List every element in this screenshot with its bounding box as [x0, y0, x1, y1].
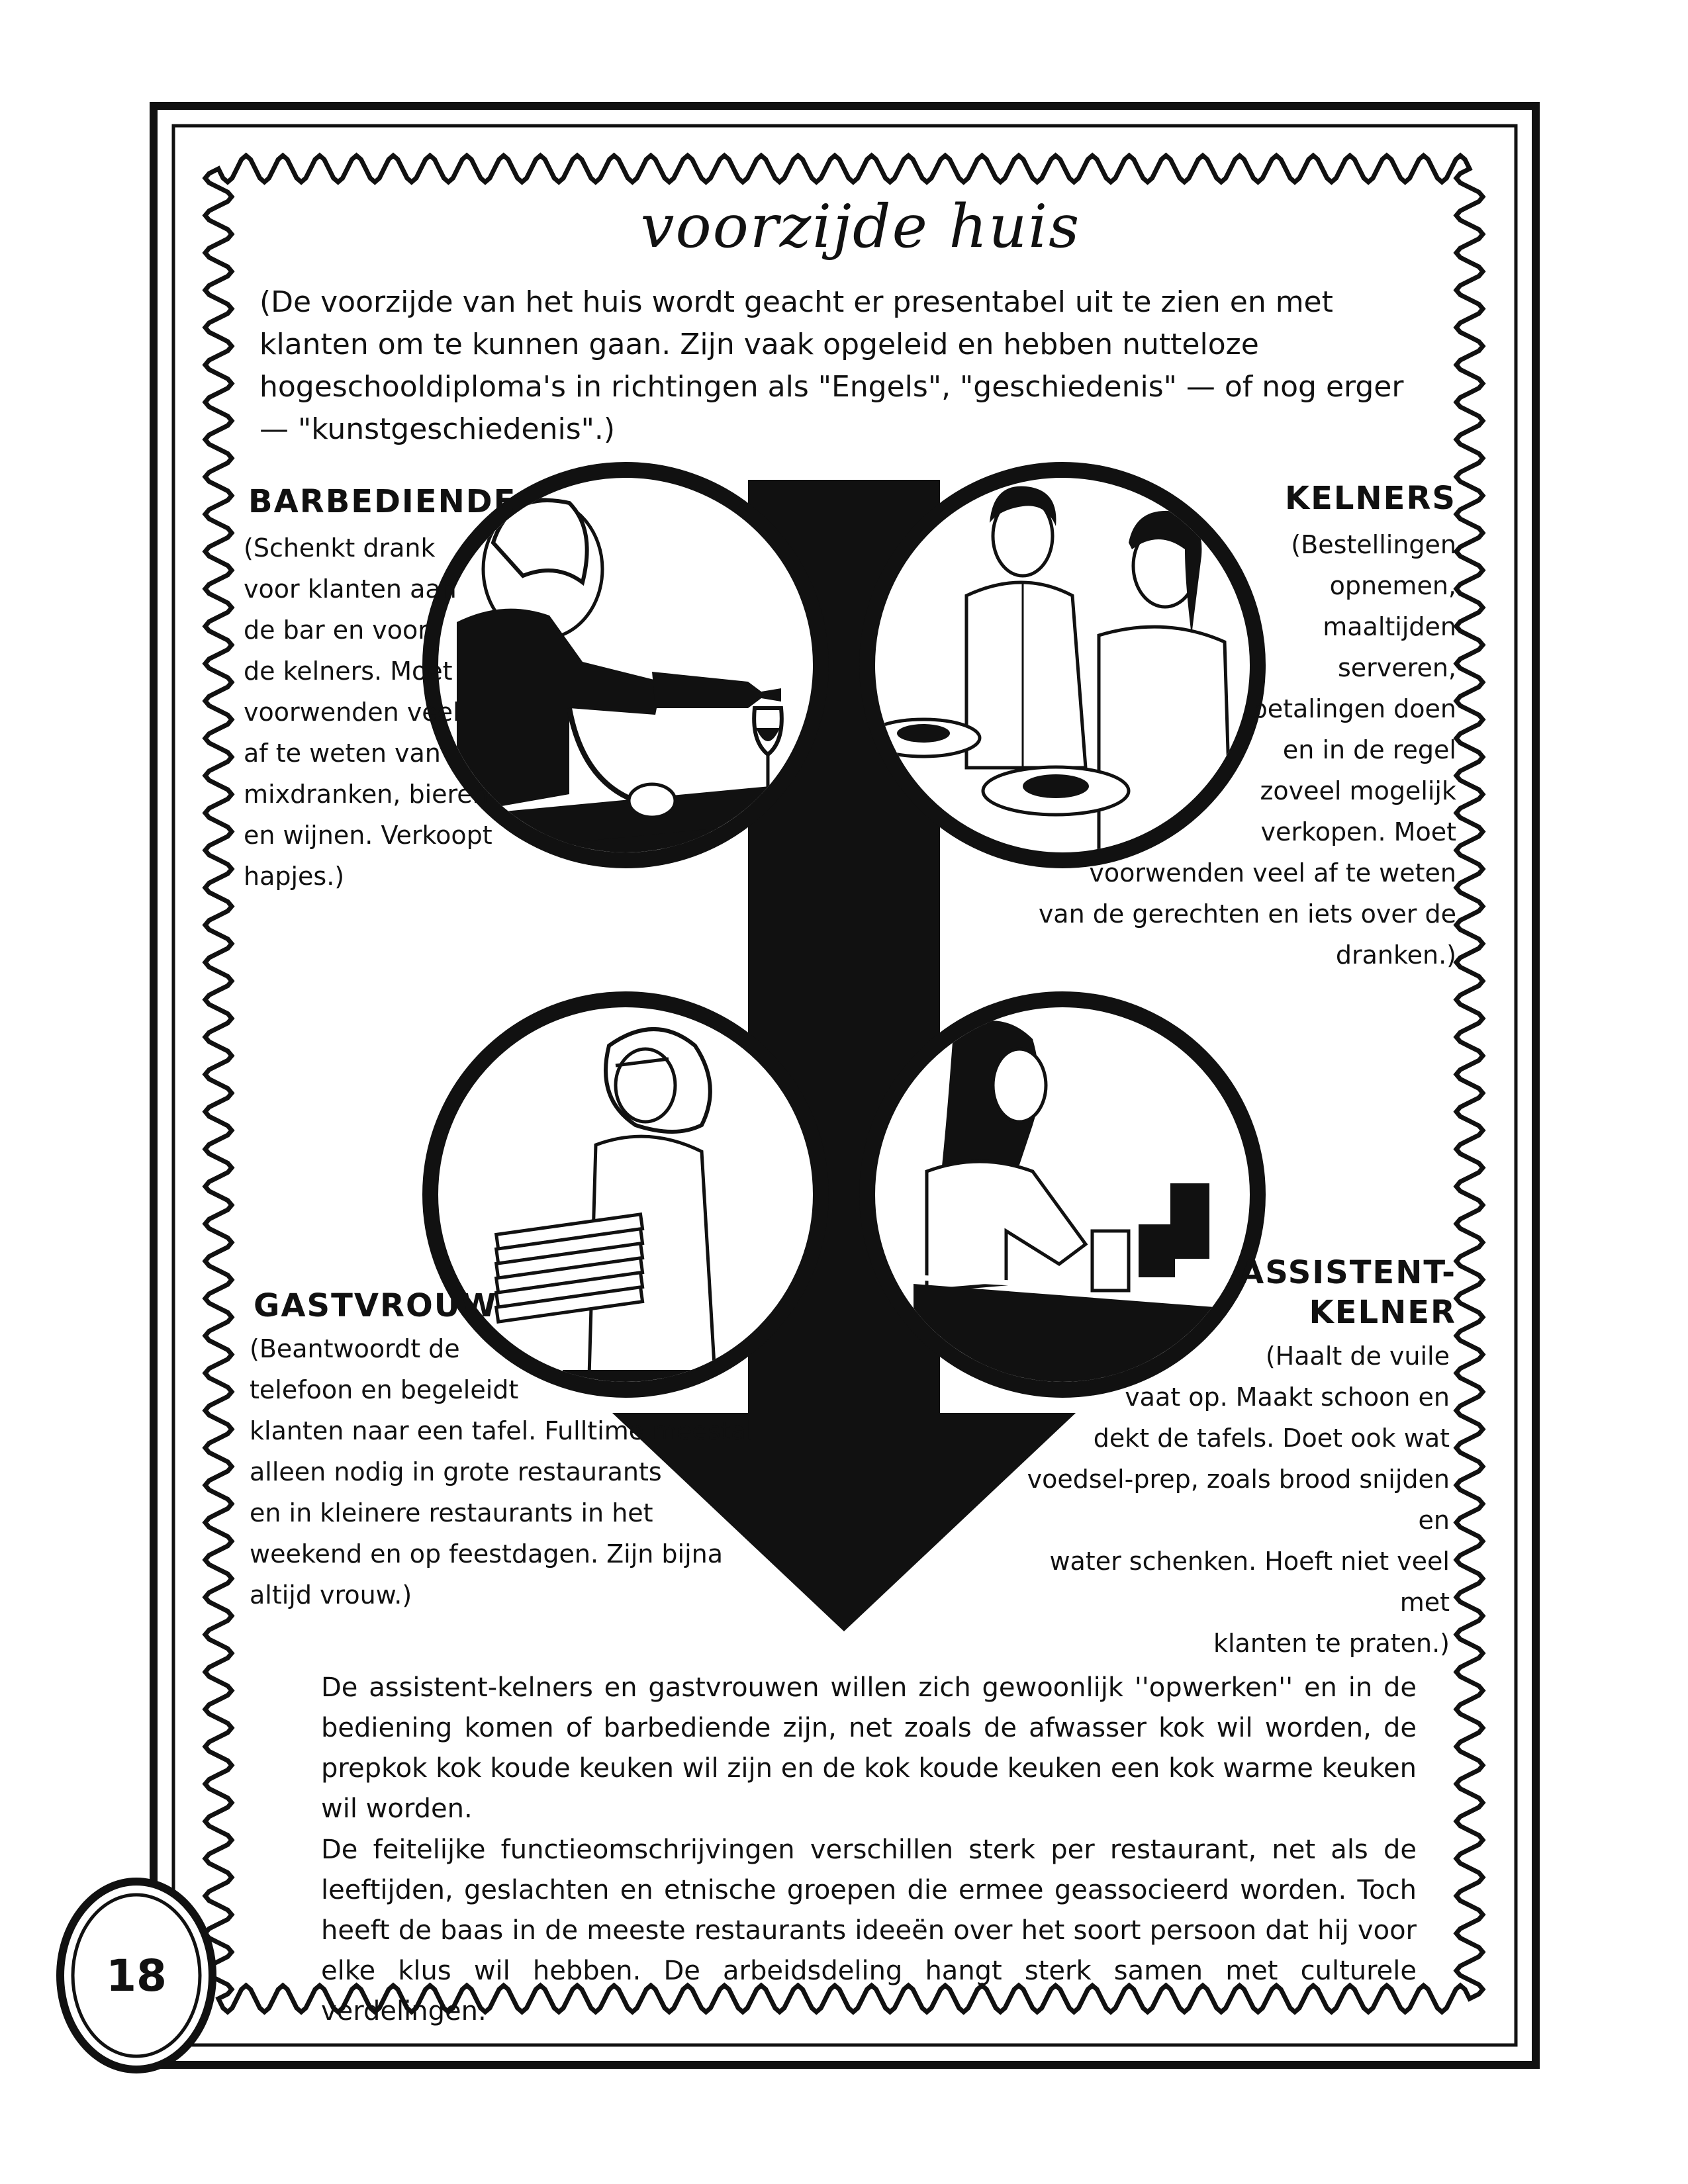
page-number: 18 [106, 1950, 167, 2001]
page-title: voorzijde huis [640, 192, 1081, 261]
role-description-barbediende: (Schenkt drank voor klanten aan de bar en voor de kelners. Moet voorwenden veel af te weten van mixdranken, bieren en wijnen. Verkoopt hapjes.) [244, 533, 492, 891]
role-description-kelners: (Bestellingen opnemen, maaltijden serveren, betalingen doen en in de regel zoveel mogelijk verkopen. Moet voorwenden veel af te weten van de gerechten en iets over de dranken.) [1038, 530, 1456, 970]
role-title-kelners: KELNERS [1284, 480, 1456, 517]
closing-paragraph-2: De feitelijke functieomschrijvingen verschillen sterk per restaurant, net als de leeftijden, geslachten en etnische groepen die ermee geassocieerd worden. Toch heeft de baas in de meeste restaurants ideeën over het soort persoon dat hij voor elke klus wil hebben. De arbeidsdeling hangt sterk samen met culturele verdelingen. [321, 1835, 1417, 2026]
role-title-assistent-kelner-line1: ASSISTENT- [1239, 1254, 1456, 1291]
role-title-barbediende: BARBEDIENDE [248, 483, 517, 520]
role-description-assistent-kelner: (Haalt de vuile vaat op. Maakt schoon en dekt de tafels. Doet ook wat voedsel-prep, zoals brood snijden en water schenken. Hoeft niet veel met klanten te praten.) [1027, 1342, 1450, 1658]
intro-paragraph: (De voorzijde van het huis wordt geacht er presentabel uit te zien en met klanten om te kunnen gaan. Zijn vaak opgeleid en hebben nutteloze hogeschooldiploma's in richtingen als "Engels", "geschiedenis" — of nog erger — "kunstgeschiedenis".) [259, 285, 1404, 446]
closing-paragraph-1: De assistent-kelners en gastvrouwen willen zich gewoonlijk ''opwerken'' en in de bediening komen of barbediende zijn, net zoals de afwasser kok wil worden, de prepkok kok koude keuken wil zijn en de kok koude keuken een kok warme keuken wil worden. [321, 1672, 1417, 1824]
role-title-gastvrouw: GASTVROUW [254, 1287, 498, 1324]
role-title-assistent-kelner-line2: KELNER [1309, 1294, 1456, 1331]
role-description-gastvrouw: (Beantwoordt de telefoon en begeleidt klanten naar een tafel. Fulltime meestal alleen nodig in grote restaurants en in kleinere restaurants in het weekend en op feestdagen. Zijn bijna altijd vrouw.) [250, 1334, 753, 1610]
